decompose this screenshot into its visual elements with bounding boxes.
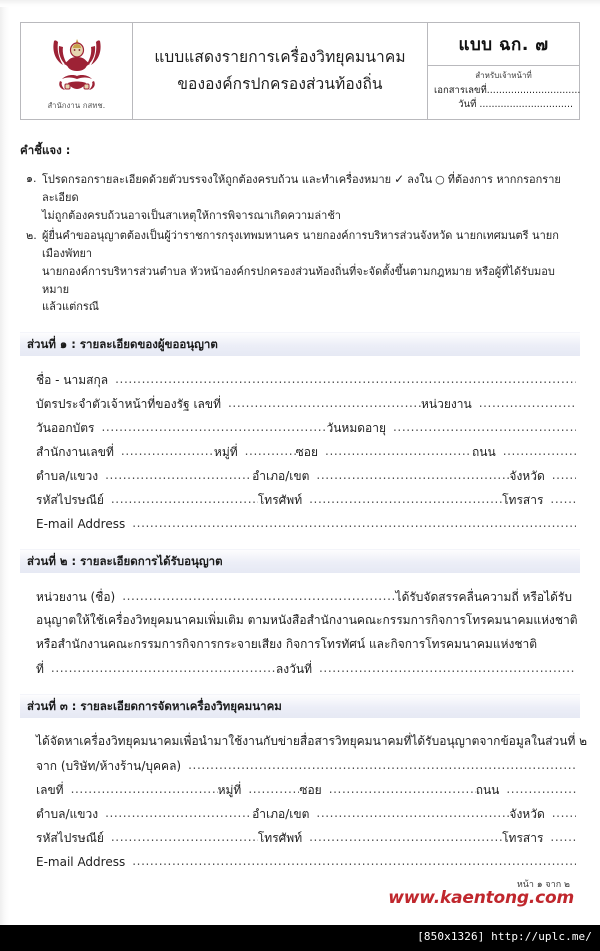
instructions-block (20, 142, 580, 316)
input-supplier-moo[interactable] (245, 780, 299, 799)
instruction-1-number: ๑. (26, 172, 37, 185)
field-row-fullname (36, 365, 576, 389)
label-supplier-number: เลขที่ (36, 782, 64, 797)
section-3-intro-text: ได้จัดหาเครื่องวิทยุคมนาคมเพื่อนำมาใช้งานกับข่ายสื่อสารวิทยุคมนาคมที่ได้รับอนุญาตจากข้อมูลในส่วนที่ ๒ (36, 733, 588, 748)
input-expiry-date[interactable] (390, 418, 576, 437)
input-govid-number[interactable] (225, 394, 421, 413)
section-1-header: ส่วนที่ ๑ : รายละเอียดของผู้ขออนุญาต (20, 332, 580, 356)
input-letter-date[interactable] (316, 659, 576, 678)
input-province[interactable] (549, 466, 576, 485)
section-1-fields (20, 356, 580, 533)
label-soi: ซอย (295, 444, 319, 459)
field-row-govid (36, 389, 576, 413)
circle-icon: ○ (435, 173, 445, 186)
section-2-fields (20, 573, 580, 678)
label-province: จังหวัด (509, 468, 545, 483)
label-supplier-province: จังหวัด (509, 806, 545, 821)
scan-edge-left (0, 0, 9, 925)
checkmark-icon: ✓ (394, 172, 405, 186)
doc-date-row (434, 98, 573, 113)
input-supplier-soi[interactable] (326, 780, 476, 799)
doc-date-label: วันที่ (458, 99, 477, 111)
section-2-text-line-3: หรือสำนักงานคณะกรรมการกิจการกระจายเสียง กิจการโทรทัศน์ และกิจการโทรคมนาคมแห่งชาติ (36, 636, 538, 651)
official-use-label: สำหรับเจ้าหน้าที่ (475, 70, 532, 80)
label-govid-number: บัตรประจำตัวเจ้าหน้าที่ของรัฐ เลขที่ (36, 396, 222, 411)
section-2-paragraph-line-3 (36, 630, 576, 654)
label-telephone: โทรศัพท์ (257, 492, 303, 507)
field-row-supplier-subdistrict (36, 799, 576, 823)
input-supplier[interactable] (185, 756, 576, 775)
label-email: E-mail Address (36, 516, 126, 531)
label-supplier-soi: ซอย (299, 782, 322, 797)
section-3-intro (36, 727, 588, 751)
label-supplier-moo: หมู่ที่ (217, 782, 242, 797)
instruction-1-line-2: ไม่ถูกต้องครบถ้วนอาจเป็นสาเหตุให้การพิจารณาเกิดความล่าช้า (42, 209, 341, 223)
instruction-2-line-1: ผู้ยื่นคำขออนุญาตต้องเป็นผู้ว่าราชการกรุงเทพมหานคร นายกองค์การบริหารส่วนจังหวัด นายกเทศมนตรี นายกเมืองพัทยา (42, 229, 559, 260)
input-email[interactable] (129, 514, 576, 533)
form-code-box (428, 24, 579, 66)
label-district: อำเภอ/เขต (252, 468, 310, 483)
input-district[interactable] (313, 466, 509, 485)
label-fax: โทรสาร (502, 492, 544, 507)
official-use-box (428, 66, 579, 119)
input-fax[interactable] (547, 490, 576, 509)
label-letter-date: ลงวันที่ (275, 661, 312, 676)
label-supplier-subdistrict: ตำบล/แขวง (36, 806, 99, 821)
viewer-dimensions-label: [850x1326] http://uplc.me/ (417, 930, 592, 943)
page-number: หน้า ๑ จาก ๒ (516, 880, 570, 890)
field-row-subdistrict (36, 461, 576, 485)
document-title-line-2: ขององค์กรปกครองส่วนท้องถิ่น (177, 75, 383, 93)
input-telephone[interactable] (306, 490, 502, 509)
label-subdistrict: ตำบล/แขวง (36, 468, 99, 483)
official-use-cell (428, 23, 580, 120)
input-letter-number[interactable] (48, 659, 276, 678)
field-row-email (36, 509, 576, 533)
form-header-table (20, 22, 580, 120)
input-supplier-postcode[interactable] (108, 828, 258, 847)
label-letter-number: ที่ (36, 661, 44, 676)
section-3-fields (20, 718, 588, 871)
instruction-2-line-2: นายกองค์การบริหารส่วนตำบล หัวหน้าองค์กรปกครองส่วนท้องถิ่นที่จะจัดตั้งขึ้นตามกฎหมาย หรือผู้ที่ได้รับมอบหมาย (42, 264, 555, 296)
label-office-number: สำนักงานเลขที่ (36, 444, 114, 459)
field-row-supplier-address (36, 775, 576, 799)
instruction-1-part-2: ลงใน (407, 173, 433, 186)
input-supplier-subdistrict[interactable] (102, 804, 252, 823)
instruction-1-part-3: ที่ต้องการ หากกรอกรายละเอียด (42, 173, 561, 205)
field-row-letter-ref (36, 654, 576, 678)
input-moo[interactable] (242, 442, 296, 461)
section-2-paragraph-line-2 (36, 606, 576, 630)
section-2-text-line-2: อนุญาตให้ใช้เครื่องวิทยุคมนาคมเพิ่มเติม ตามหนังสือสำนักงานคณะกรรมการกิจการโทรคมนาคมแห่งชาติ (36, 612, 578, 627)
instruction-1-part-1: โปรดกรอกรายละเอียดด้วยตัวบรรจงให้ถูกต้องครบถ้วน และทำเครื่องหมาย (42, 173, 392, 186)
label-supplier-road: ถนน (475, 782, 500, 797)
input-supplier-province[interactable] (549, 804, 576, 823)
input-supplier-telephone[interactable] (306, 828, 502, 847)
header-row (21, 23, 580, 120)
field-row-supplier (36, 751, 576, 775)
input-supplier-email[interactable] (129, 852, 576, 871)
input-soi[interactable] (322, 442, 472, 461)
label-supplier-email: E-mail Address (36, 854, 126, 869)
label-supplier-fax: โทรสาร (502, 830, 544, 845)
instructions-heading: คำชี้แจง : (20, 143, 71, 157)
label-issue-date: วันออกบัตร (36, 420, 95, 435)
field-row-office-address (36, 437, 576, 461)
field-row-supplier-postcode (36, 823, 576, 847)
instruction-item-2 (20, 227, 580, 316)
document-title-line-1: แบบแสดงรายการเครื่องวิทยุคมนาคม (154, 47, 406, 66)
input-issue-date[interactable] (98, 418, 326, 437)
scan-edge-top (0, 0, 600, 7)
form-code: แบบ ฉก. ๗ (458, 34, 549, 55)
field-row-permit-agency (36, 582, 576, 606)
field-row-postcode (36, 485, 576, 509)
instruction-2-line-3: แล้วแต่กรณี (42, 300, 100, 314)
input-road[interactable] (500, 442, 576, 461)
label-agency: หน่วยงาน (421, 396, 472, 411)
instruction-1-line-1 (42, 170, 580, 207)
emblem-cell (21, 23, 133, 120)
doc-number-label: เอกสารเลขที่ (434, 84, 487, 96)
garuda-emblem-icon (46, 33, 108, 99)
label-fullname: ชื่อ - นามสกุล (36, 372, 109, 387)
input-postcode[interactable] (108, 490, 258, 509)
field-row-supplier-email (36, 847, 576, 871)
input-supplier-district[interactable] (313, 804, 509, 823)
label-moo: หมู่ที่ (213, 444, 238, 459)
document-title-cell (133, 23, 428, 120)
input-supplier-number[interactable] (68, 780, 218, 799)
label-supplier: จาก (บริษัท/ห้างร้าน/บุคคล) (36, 758, 182, 773)
site-watermark: www.kaentong.com (388, 888, 574, 908)
input-fullname[interactable] (112, 370, 576, 389)
input-subdistrict[interactable] (102, 466, 252, 485)
input-supplier-fax[interactable] (547, 828, 576, 847)
label-supplier-district: อำเภอ/เขต (252, 806, 310, 821)
label-expiry-date: วันหมดอายุ (326, 420, 387, 435)
text-permit-agency-tail: ได้รับจัดสรรคลื่นความถี่ หรือได้รับ (395, 589, 572, 604)
label-supplier-telephone: โทรศัพท์ (257, 830, 303, 845)
emblem-caption: สำนักงาน กสทช. (47, 100, 106, 110)
viewer-bottom-bar (0, 925, 600, 951)
instruction-2-number: ๒. (26, 229, 37, 243)
input-permit-agency[interactable] (119, 587, 395, 606)
label-permit-agency: หน่วยงาน (ชื่อ) (36, 589, 116, 604)
input-agency[interactable] (476, 394, 576, 413)
doc-number-row (434, 84, 581, 99)
doc-date-dots[interactable]: ............................... (476, 99, 573, 111)
section-3-header: ส่วนที่ ๓ : รายละเอียดการจัดหาเครื่องวิทยุคมนาคม (20, 694, 580, 718)
label-road: ถนน (472, 444, 496, 459)
label-postcode: รหัสไปรษณีย์ (36, 492, 104, 507)
field-row-card-dates (36, 413, 576, 437)
section-2-header: ส่วนที่ ๒ : รายละเอียดการได้รับอนุญาต (20, 549, 580, 573)
label-supplier-postcode: รหัสไปรษณีย์ (36, 830, 104, 845)
input-supplier-road[interactable] (503, 780, 576, 799)
instruction-item-1 (20, 170, 580, 225)
input-office-number[interactable] (118, 442, 214, 461)
doc-number-dots[interactable]: ............................... (486, 84, 581, 96)
